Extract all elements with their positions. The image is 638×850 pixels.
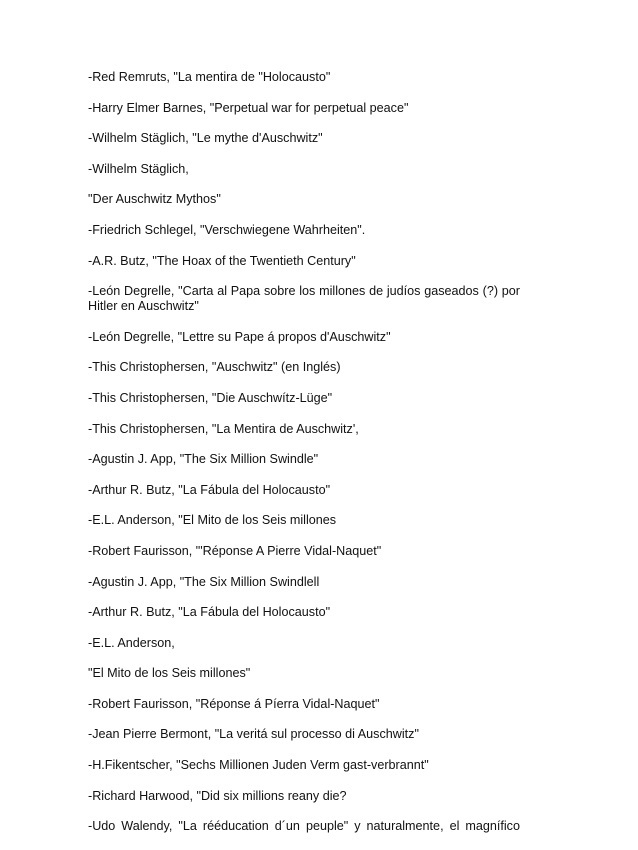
list-item: -Agustin J. App, "The Six Million Swindlell — [88, 574, 320, 589]
list-item: -Red Remruts, "La mentira de "Holocausto" — [88, 70, 331, 84]
list-item: -Richard Harwood, "Did six millions reany die? — [88, 788, 347, 803]
list-item: "El Mito de los Seis millones" — [88, 666, 251, 681]
list-item: -León Degrelle, "Carta al Papa sobre los millones de judíos gaseados (?) por Hitler en Auschwitz" — [88, 284, 520, 314]
list-item: -This Christophersen, "La Mentira de Auschwitz', — [88, 421, 359, 436]
list-item: "Der Auschwitz Mythos" — [88, 192, 221, 207]
list-item: -Robert Faurisson, "Réponse á Píerra Vidal-Naquet" — [88, 696, 380, 711]
list-item: -Udo Walendy, "La rééducation d´un peuple" y naturalmente, el magnífico — [88, 819, 520, 834]
bibliography-list — [88, 70, 520, 850]
list-item: -Wilhelm Stäglich, "Le mythe d'Auschwitz" — [88, 131, 323, 146]
list-item: -Arthur R. Butz, "La Fábula del Holocausto" — [88, 482, 331, 497]
list-item: -H.Fikentscher, "Sechs Millionen Juden Verm gast-verbrannt" — [88, 758, 429, 773]
list-item: -This Christophersen, "Die Auschwítz-Lüge" — [88, 390, 333, 405]
list-item: -Wilhelm Stäglich, — [88, 161, 189, 176]
list-item: -León Degrelle, "Lettre su Pape á propos d'Auschwitz" — [88, 329, 391, 344]
list-item: -Friedrich Schlegel, "Verschwiegene Wahrheiten". — [88, 222, 366, 237]
list-item: -This Christophersen, "Auschwitz" (en Inglés) — [88, 360, 341, 375]
list-item: -Agustin J. App, "The Six Million Swindle" — [88, 452, 319, 467]
list-item: -Harry Elmer Barnes, "Perpetual war for perpetual peace" — [88, 100, 409, 115]
list-item: -E.L. Anderson, — [88, 635, 175, 650]
list-item: -Jean Pierre Bermont, "La veritá sul processo di Auschwitz" — [88, 727, 419, 742]
list-item: -A.R. Butz, "The Hoax of the Twentieth Century" — [88, 253, 356, 268]
list-item: -E.L. Anderson, "El Mito de los Seis millones — [88, 513, 337, 528]
list-item: -Arthur R. Butz, "La Fábula del Holocausto" — [88, 605, 331, 620]
list-item: -Robert Faurisson, "'Réponse A Pierre Vidal-Naquet" — [88, 543, 382, 558]
